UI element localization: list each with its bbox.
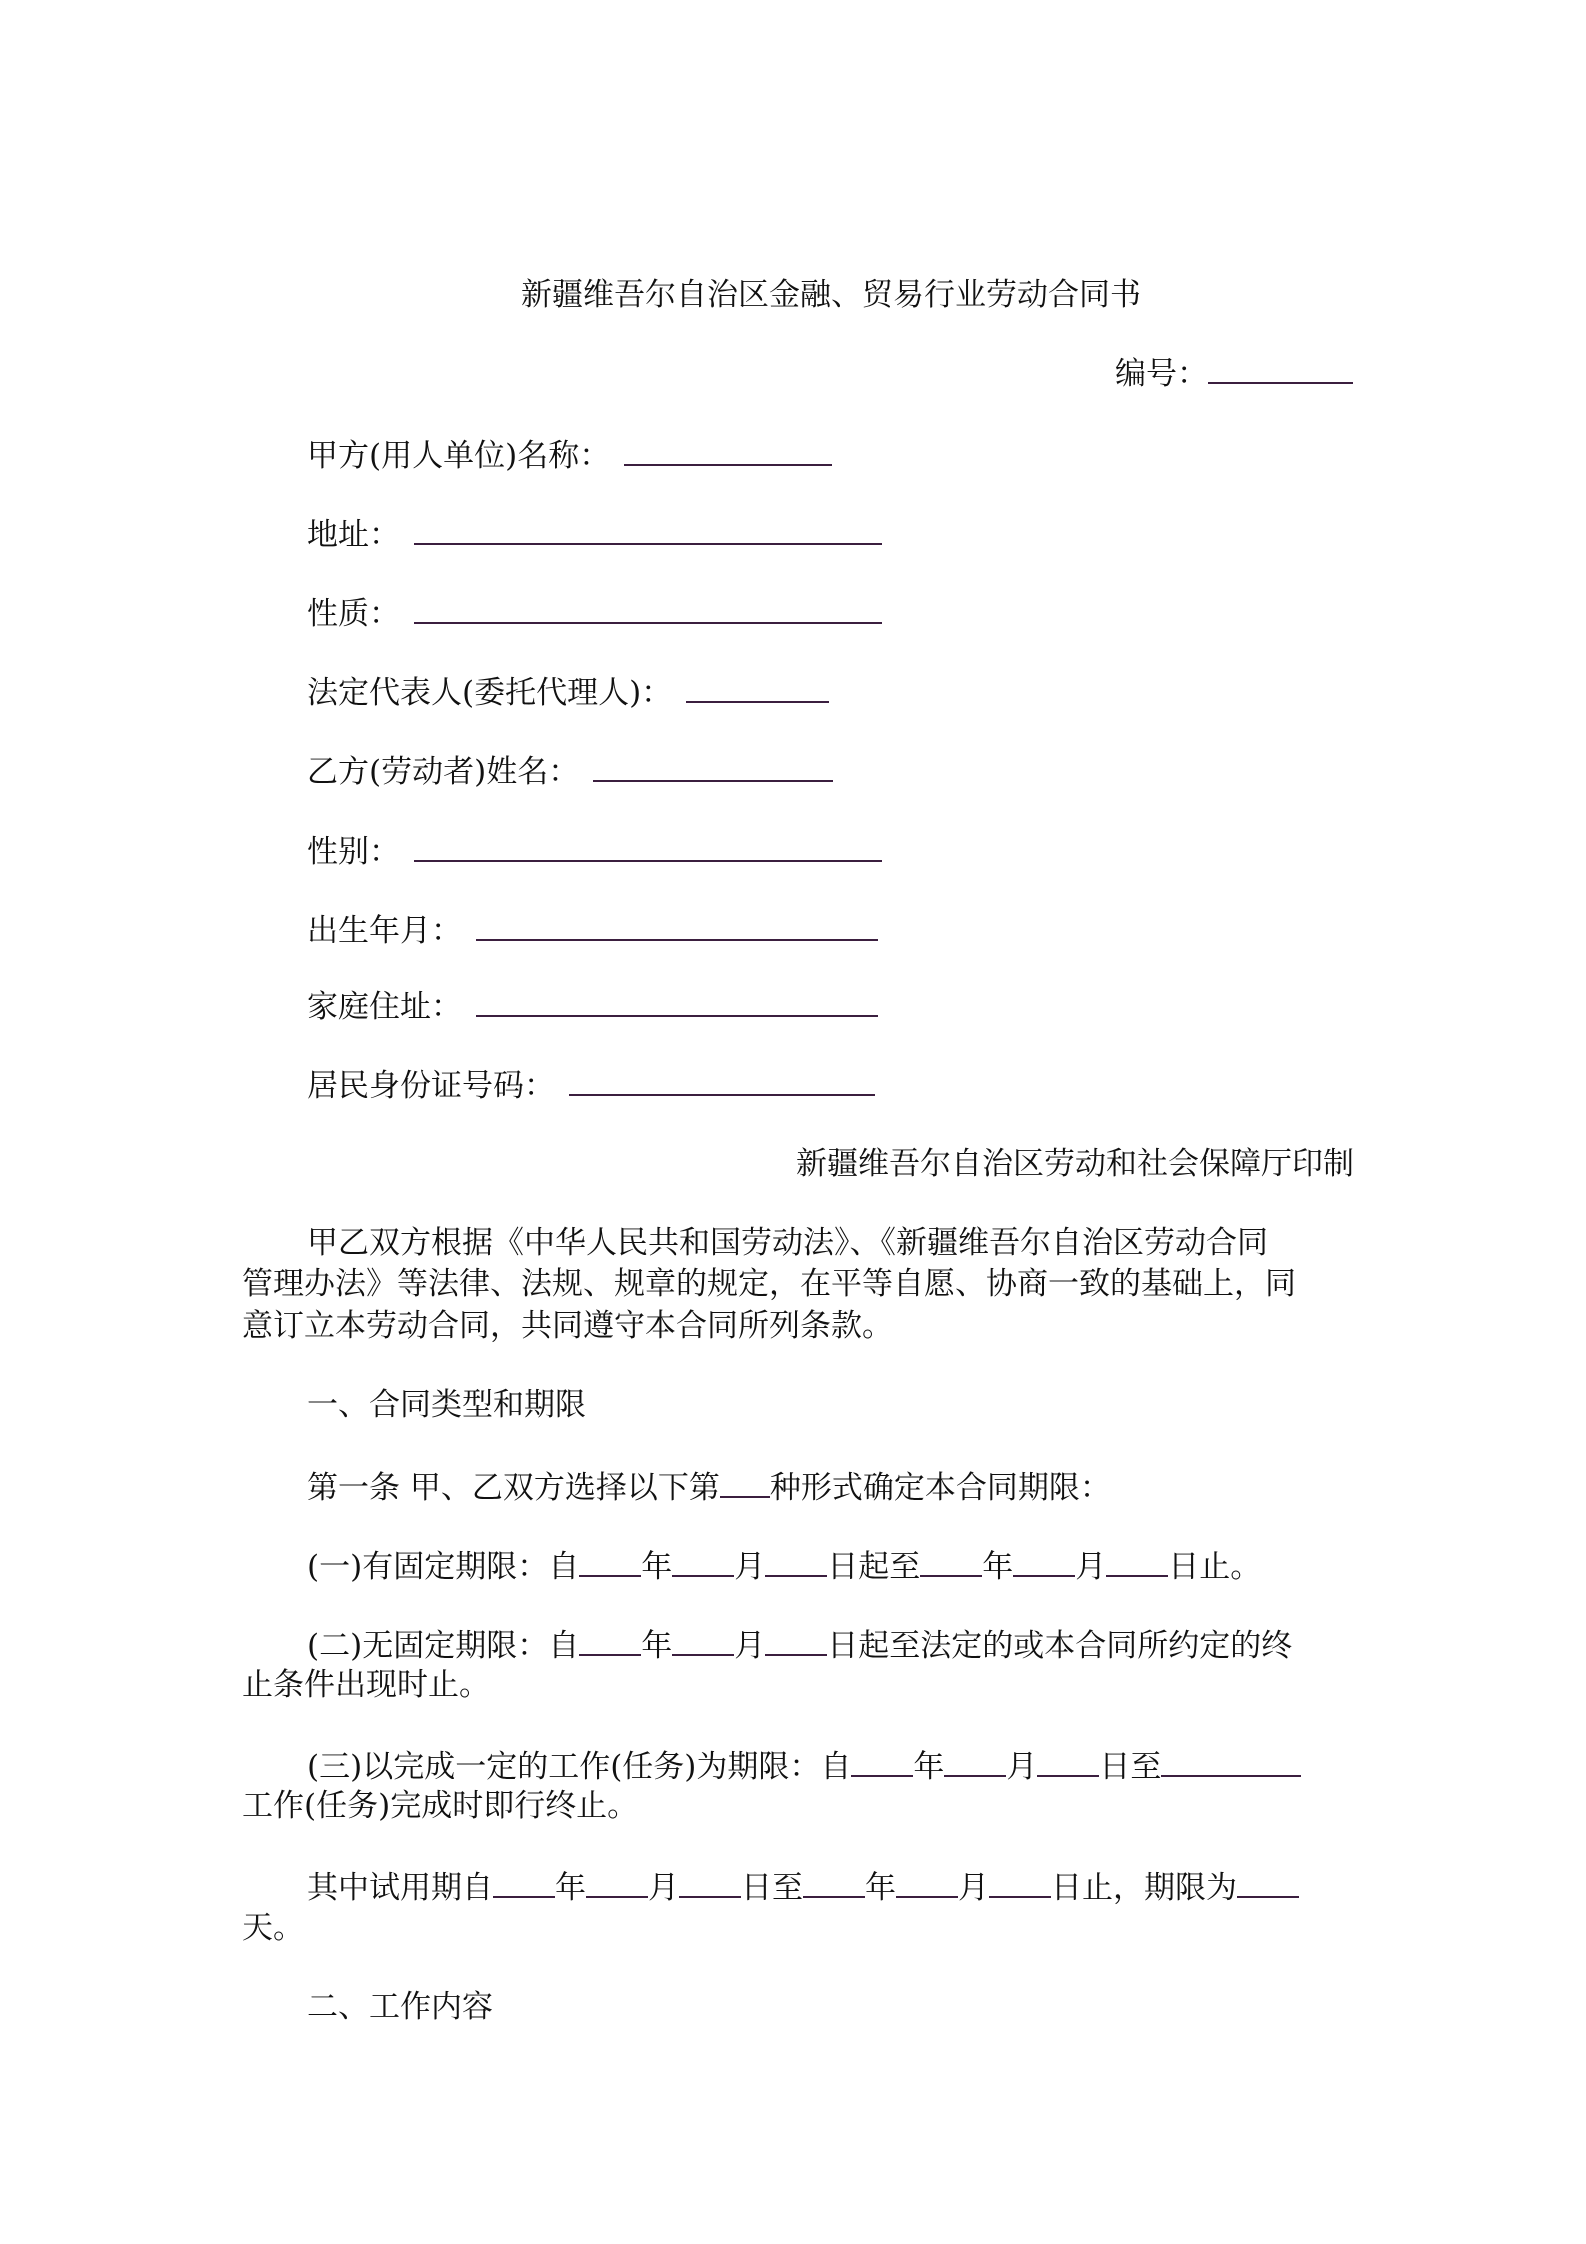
text: 年 — [982, 1549, 1014, 1585]
label: 居民身份证号码： — [307, 1068, 555, 1104]
label: 性质： — [307, 596, 400, 632]
text: 月 — [1075, 1549, 1107, 1585]
blank[interactable] — [624, 434, 832, 466]
text: 月 — [734, 1628, 766, 1664]
field-birth — [307, 909, 878, 951]
blank[interactable] — [493, 1866, 555, 1898]
blank[interactable] — [1237, 1866, 1299, 1898]
preamble-line: 管理办法》等法律、法规、规章的规定，在平等自愿、协商一致的基础上，同 — [242, 1266, 1296, 1302]
number-label: 编号： — [1115, 356, 1208, 392]
blank[interactable] — [944, 1745, 1006, 1777]
text: 月 — [734, 1549, 766, 1585]
probation-cont: 天。 — [242, 1910, 304, 1946]
text: 自 — [820, 1749, 852, 1785]
option-2-cont: 止条件出现时止。 — [242, 1667, 490, 1703]
text: 年 — [865, 1870, 896, 1906]
blank[interactable] — [1037, 1745, 1099, 1777]
field-address — [307, 513, 882, 555]
blank[interactable] — [476, 909, 878, 941]
blank[interactable] — [720, 1466, 770, 1498]
preamble-line: 甲乙双方根据《中华人民共和国劳动法》、《新疆维吾尔自治区劳动合同 — [307, 1225, 1268, 1261]
text: 自 — [548, 1628, 580, 1664]
text: 其中试用期自 — [307, 1870, 493, 1906]
text: 日至 — [1099, 1749, 1162, 1785]
blank[interactable] — [414, 513, 882, 545]
blank[interactable] — [765, 1624, 827, 1656]
label: 法定代表人(委托代理人)： — [307, 675, 673, 711]
blank[interactable] — [414, 592, 882, 624]
option-3-cont: 工作(任务)完成时即行终止。 — [242, 1788, 639, 1824]
field-home-address — [307, 985, 878, 1027]
contract-number — [1115, 352, 1353, 394]
text: 日至 — [741, 1870, 803, 1906]
text: 年 — [555, 1870, 586, 1906]
blank[interactable] — [896, 1866, 958, 1898]
field-party-a — [307, 434, 832, 476]
text: 日起至 — [827, 1549, 921, 1585]
document-title: 新疆维吾尔自治区金融、贸易行业劳动合同书 — [521, 277, 1141, 313]
field-party-b — [307, 750, 833, 792]
printed-by: 新疆维吾尔自治区劳动和社会保障厅印制 — [796, 1146, 1354, 1182]
blank[interactable] — [920, 1545, 982, 1577]
number-blank[interactable] — [1208, 352, 1353, 384]
label: 乙方(劳动者)姓名： — [307, 754, 580, 790]
text: 自 — [548, 1549, 580, 1585]
field-gender — [307, 830, 882, 872]
text: 日止。 — [1168, 1549, 1262, 1585]
blank[interactable] — [851, 1745, 913, 1777]
label: 地址： — [307, 517, 400, 553]
blank[interactable] — [579, 1624, 641, 1656]
label: 家庭住址： — [307, 989, 462, 1025]
text: 月 — [958, 1870, 989, 1906]
field-nature — [307, 592, 882, 634]
text: 月 — [1006, 1749, 1038, 1785]
label: 出生年月： — [307, 913, 462, 949]
blank[interactable] — [765, 1545, 827, 1577]
blank[interactable] — [593, 750, 833, 782]
blank[interactable] — [989, 1866, 1051, 1898]
blank[interactable] — [586, 1866, 648, 1898]
text: (二)无固定期限： — [307, 1628, 549, 1664]
text: (一)有固定期限： — [307, 1549, 549, 1585]
field-id-number — [307, 1064, 875, 1106]
blank[interactable] — [803, 1866, 865, 1898]
section-heading: 一、合同类型和期限 — [307, 1387, 586, 1423]
blank[interactable] — [476, 985, 878, 1017]
blank[interactable] — [686, 671, 829, 703]
probation — [307, 1866, 1299, 1908]
article-1 — [307, 1466, 1111, 1508]
section-heading: 二、工作内容 — [307, 1989, 493, 2025]
blank[interactable] — [672, 1545, 734, 1577]
label: 甲方(用人单位)名称： — [307, 438, 611, 474]
blank[interactable] — [1161, 1745, 1301, 1777]
field-legal-rep — [307, 671, 829, 713]
text: 日起至法定的或本合同所约定的终 — [827, 1628, 1293, 1664]
text: 年 — [641, 1628, 673, 1664]
text: 月 — [648, 1870, 679, 1906]
blank[interactable] — [679, 1866, 741, 1898]
text: 年 — [913, 1749, 945, 1785]
blank[interactable] — [414, 830, 882, 862]
option-3 — [307, 1745, 1301, 1787]
preamble-line: 意订立本劳动合同，共同遵守本合同所列条款。 — [242, 1308, 893, 1344]
blank[interactable] — [1106, 1545, 1168, 1577]
text: 种形式确定本合同期限： — [769, 1470, 1111, 1506]
option-1 — [307, 1545, 1261, 1587]
text: 第一条 甲、乙双方选择以下第 — [307, 1470, 720, 1506]
option-2 — [307, 1624, 1292, 1666]
blank[interactable] — [569, 1064, 875, 1096]
text: 年 — [641, 1549, 673, 1585]
blank[interactable] — [1013, 1545, 1075, 1577]
blank[interactable] — [579, 1545, 641, 1577]
text: 日止，期限为 — [1051, 1870, 1237, 1906]
label: 性别： — [307, 834, 400, 870]
blank[interactable] — [672, 1624, 734, 1656]
text: (三)以完成一定的工作(任务)为期限： — [307, 1749, 821, 1785]
